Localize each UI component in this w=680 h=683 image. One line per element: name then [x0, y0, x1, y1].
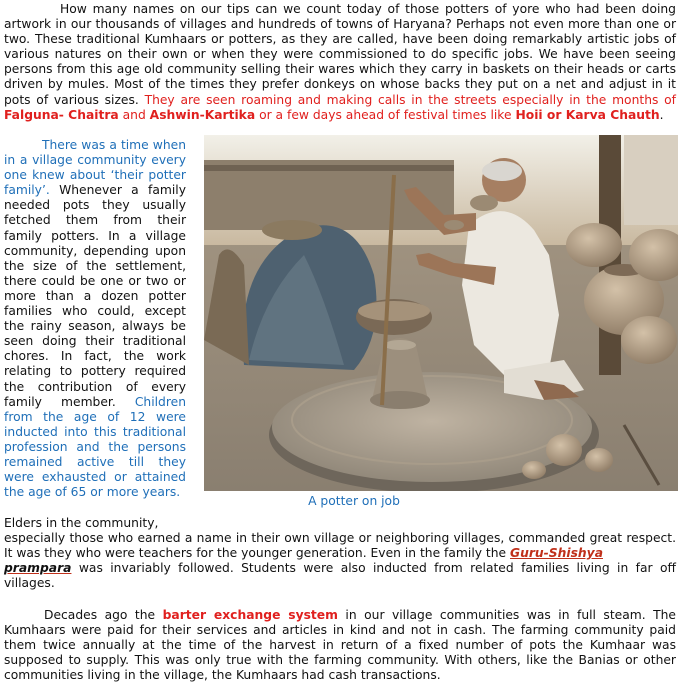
intro-paragraph [4, 2, 676, 123]
intro-red-text: They are seen roaming and making calls in the streets especially in the months of [144, 92, 676, 107]
barter-text-b: in our village communities was in full steam. The Kumhaars were paid for their services and articles in kind and not in cash. The farming community paid them twice annually at the time of the harvest in return of a fixed number of pots the Kumhaar was supposed to supply. This was only true with the farming community. With others, like the Banias or other communities living in the village, the Kumhaars had cash transactions. [4, 608, 676, 683]
festival-name: Hoii or Karva Chauth [515, 107, 660, 122]
elders-text-a: especially those who earned a name in their own village or neighboring villages, commanded great respect. It was they who were teachers for the younger generation. Even in the family the [4, 531, 676, 561]
intro-red-text-2: or a few days ahead of festival times like [255, 107, 516, 122]
left-blue-children: Children from the age of 12 were inducted into this traditional profession and the persons remained active till they were exhausted or attained the age of 65 or more years. [4, 394, 186, 500]
term-prampara: prampara [4, 561, 72, 576]
barter-exchange-highlight: barter exchange system [162, 608, 338, 622]
elders-paragraph [4, 531, 676, 591]
barter-paragraph [4, 608, 676, 683]
intro-end: . [659, 107, 664, 122]
intro-text: How many names on our tips can we count today of those potters of yore who had been doing artwork in our thousands of villages and hundreds of towns of Haryana? Perhaps not even more than one or two. These traditional Kumhaars or potters, as they are called, have been doing remarkably artistic jobs of various natures on their own or when they were commissioned to do specific jobs. We have been seeing persons from this age old community selling their wares which they carry in baskets on their heads or carts driven by mules. Most of the times they prefer donkeys on whose backs they put on a net and adjust in it pots of various sizes. [4, 2, 676, 107]
month-ashwin-kartika: Ashwin-Kartika [149, 107, 256, 122]
left-body-text: Whenever a family needed pots they usually fetched them from their family potters. In a village community, depending upon the size of the settlement, there could be one or two or more than a dozen potter families who could, except the rainy season, always be seen doing their traditional chores. In fact, the work relating to pottery required the contribution of every family member. [4, 183, 186, 409]
potter-photo [204, 135, 678, 491]
left-column-text [4, 138, 186, 500]
left-column-tail: Elders in the community, [4, 516, 159, 530]
month-falguna-chaitra: Falguna- Chaitra [4, 107, 119, 122]
intro-red-and: and [118, 107, 150, 122]
elders-text-b: was invariably followed. Students were also inducted from related families living in far off villages. [4, 561, 676, 591]
barter-text-a: Decades ago the [44, 608, 163, 622]
left-blue-intro: There was a time when in a village community every one knew about ‘their potter family’. [4, 138, 186, 198]
photo-caption: A potter on job [308, 494, 400, 508]
term-guru-shishya: Guru-Shishya [510, 546, 603, 561]
